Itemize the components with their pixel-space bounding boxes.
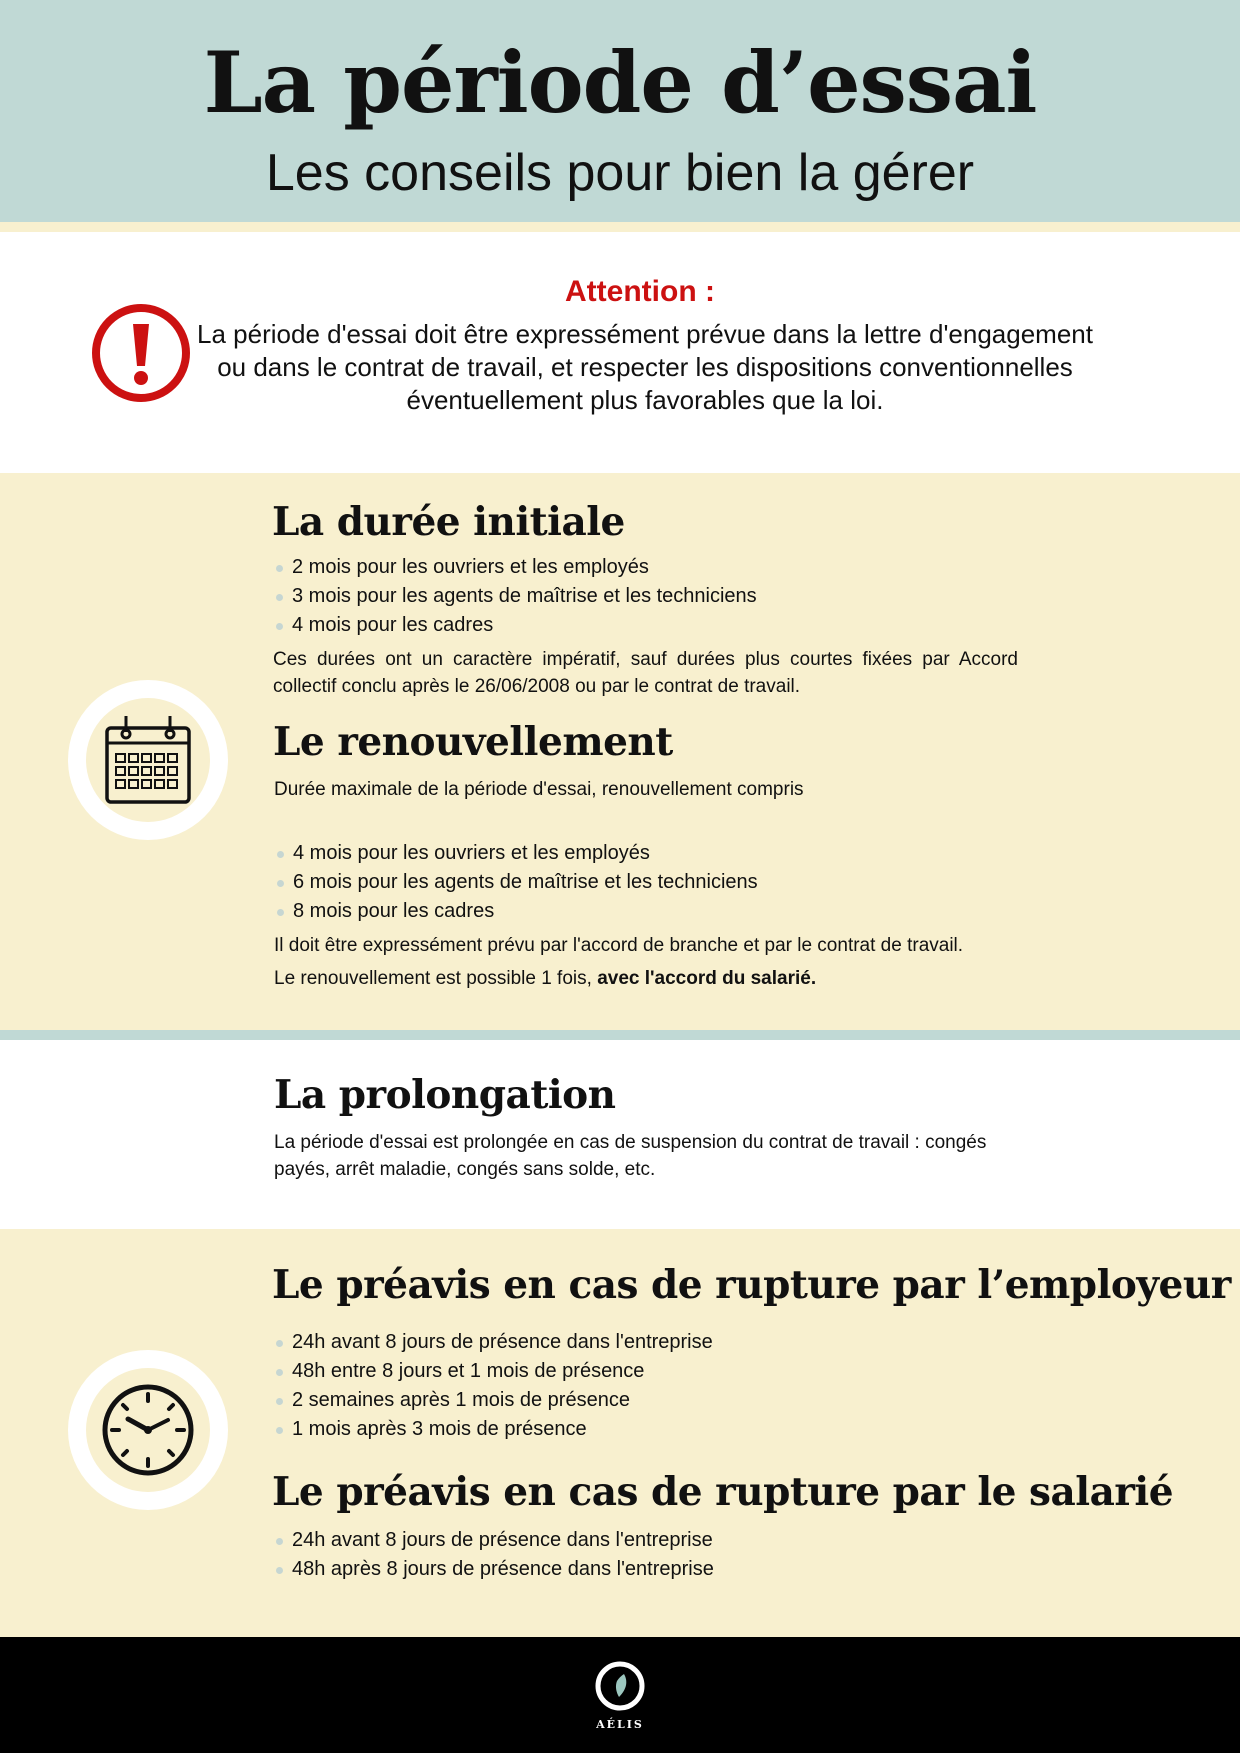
list-item: 24h avant 8 jours de présence dans l'entreprise [273,1328,713,1357]
note-renouvellement-2 [274,965,1074,992]
list-item: 48h entre 8 jours et 1 mois de présence [273,1357,713,1386]
calendar-icon [102,712,194,808]
list-preavis-employeur [273,1328,713,1444]
heading-preavis-salarie: Le préavis en cas de rupture par le salarié [272,1469,1174,1515]
divider-band [0,222,1240,232]
page-title: La période d’essai [203,33,1037,132]
list-renouvellement [274,839,758,926]
list-item: 4 mois pour les ouvriers et les employés [274,839,758,868]
list-item: 4 mois pour les cadres [273,611,757,640]
list-item: 2 semaines après 1 mois de présence [273,1386,713,1415]
footer-brand: AÉLIS [596,1718,644,1731]
list-item: 1 mois après 3 mois de présence [273,1415,713,1444]
list-duree-initiale [273,553,757,640]
heading-preavis-employeur: Le préavis en cas de rupture par l’employeur [272,1262,1231,1308]
intro-renouvellement: Durée maximale de la période d'essai, renouvellement compris [274,779,804,800]
attention-title: Attention : [565,275,715,308]
text-prolongation: La période d'essai est prolongée en cas de suspension du contrat de travail : congés payés, arrêt maladie, congés sans solde, etc. [274,1132,987,1180]
divider-band [0,1030,1240,1040]
exclamation-circle-icon [90,302,192,404]
aelis-logo-icon[interactable] [593,1659,647,1713]
list-item: 48h après 8 jours de présence dans l'entreprise [273,1555,714,1584]
heading-renouvellement: Le renouvellement [273,719,673,765]
list-item: 6 mois pour les agents de maîtrise et les techniciens [274,868,758,897]
note-renouvellement-1: Il doit être expressément prévu par l'accord de branche et par le contrat de travail. [274,935,964,956]
note-duree-initiale: Ces durées ont un caractère impératif, sauf durées plus courtes fixées par Accord collectif conclu après le 26/06/2008 ou par le contrat de travail. [273,649,1018,697]
page-subtitle: Les conseils pour bien la gérer [265,144,975,202]
clock-icon [100,1382,196,1478]
list-item: 2 mois pour les ouvriers et les employés [273,553,757,582]
heading-duree-initiale: La durée initiale [272,499,625,545]
note-emphasis: avec l'accord du salarié. [597,968,817,989]
list-item: 8 mois pour les cadres [274,897,758,926]
list-item: 24h avant 8 jours de présence dans l'entreprise [273,1526,714,1555]
list-preavis-salarie [273,1526,714,1584]
note-text: Le renouvellement est possible 1 fois, [274,968,598,989]
heading-prolongation: La prolongation [274,1072,616,1118]
attention-text: La période d'essai doit être expressément prévue dans la lettre d'engagement ou dans le contrat de travail, et respecter les dispositions conventionnelles éventuellement plus favorables que la loi. [197,319,1093,415]
list-item: 3 mois pour les agents de maîtrise et les techniciens [273,582,757,611]
